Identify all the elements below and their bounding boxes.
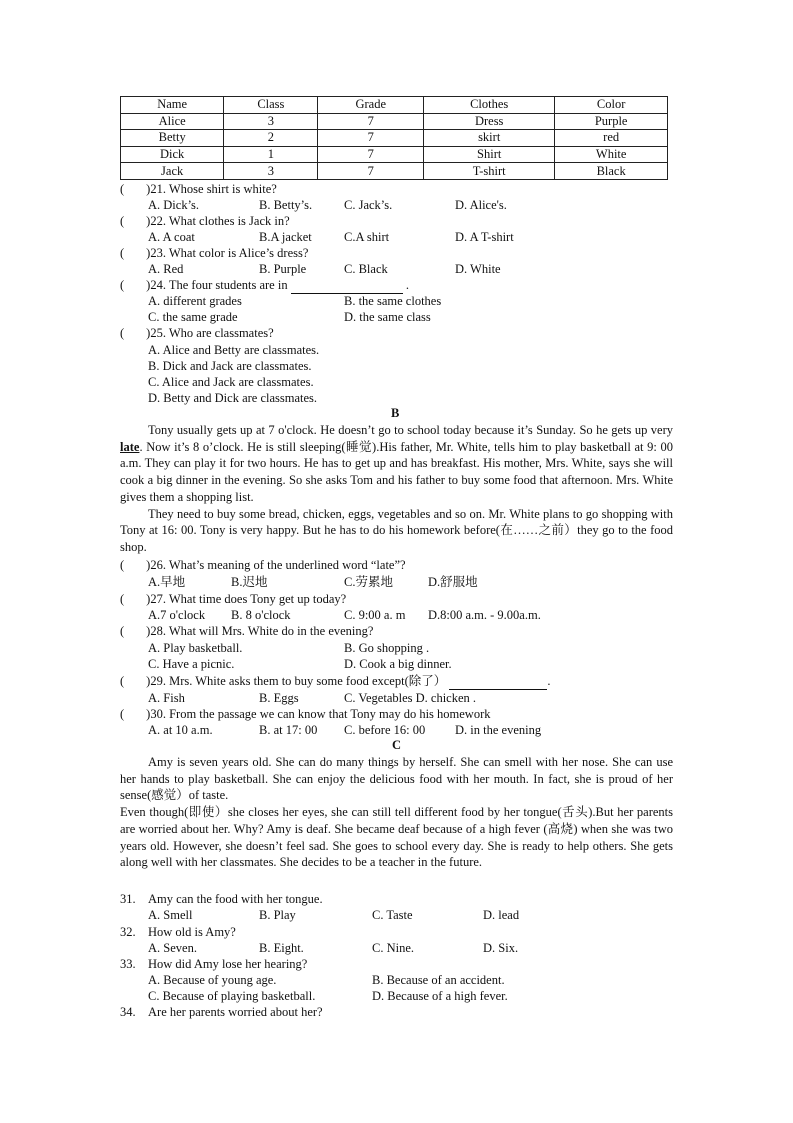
table-cell: 3: [224, 163, 318, 180]
option-c: C.A shirt: [344, 230, 390, 244]
section-c-heading: C: [392, 738, 402, 752]
option-a: A. different grades: [148, 294, 242, 308]
question-stem: )24. The four students are in: [146, 278, 288, 292]
table-cell: Purple: [555, 113, 668, 130]
answer-paren: (: [120, 558, 125, 572]
question-30: [120, 706, 491, 722]
question-34-stem: Are her parents worried about her?: [148, 1005, 323, 1019]
option-c: C. Alice and Jack are classmates.: [148, 375, 314, 389]
question-34-number: 34.: [120, 1005, 136, 1019]
answer-blank[interactable]: [449, 673, 547, 690]
table-cell: 7: [318, 130, 424, 147]
question-29: [120, 673, 551, 690]
option-a: A.7 o'clock: [148, 608, 206, 622]
passage-c: [120, 754, 673, 871]
option-d: D.舒服地: [428, 575, 478, 589]
option-a: A. Smell: [148, 908, 193, 922]
question-22: [120, 213, 290, 229]
option-d: D. Because of a high fever.: [372, 989, 508, 1003]
table-cell: T-shirt: [424, 163, 555, 180]
option-a: A. Alice and Betty are classmates.: [148, 343, 320, 357]
student-table: [120, 96, 668, 180]
question-end: .: [547, 674, 551, 688]
option-c: C. Taste: [372, 908, 413, 922]
option-b: B. Purple: [259, 262, 307, 276]
table-cell: 7: [318, 163, 424, 180]
question-end: .: [402, 278, 409, 292]
table-cell: Shirt: [424, 146, 555, 163]
option-a: A. Seven.: [148, 941, 197, 955]
option-b: B. the same clothes: [344, 294, 442, 308]
table-header-row: [121, 97, 668, 114]
table-row: [121, 146, 668, 163]
option-b: B. Dick and Jack are classmates.: [148, 359, 312, 373]
passage-text: . Now it’s 8 o’clock. He is still sleeping(睡觉).His father, Mr. White, tells him to play basketball at 9: 00 a.m. They can play it for two hours. He has to get up and has breakfast. His mother, Mrs. White, says she will cook a big dinner in the evening. So she asks Tom and his father to buy some food that afternoon. Mrs. White gives them a shopping list.: [120, 439, 673, 504]
question-33-number: 33.: [120, 957, 136, 971]
passage-b-paragraph-2: They need to buy some bread, chicken, eggs, vegetables and so on. Mr. White plans to go shopping with Tony at 16: 00. Tony is very happy. But he has to do his homework before(在……之前）they go to the food shop.: [120, 506, 673, 554]
question-31-stem: Amy can the food with her tongue.: [148, 892, 323, 906]
question-stem: )27. What time does Tony get up today?: [146, 592, 347, 606]
answer-paren: (: [120, 246, 125, 260]
question-stem: )26. What’s meaning of the underlined word “late”?: [146, 558, 406, 572]
answer-paren: (: [120, 278, 125, 292]
option-b: B. Go shopping .: [344, 641, 430, 655]
table-cell: 3: [224, 113, 318, 130]
table-cell: Betty: [121, 130, 224, 147]
question-stem: )23. What color is Alice’s dress?: [146, 246, 309, 260]
header-grade: Grade: [318, 97, 424, 114]
table-row: [121, 130, 668, 147]
question-24: [120, 277, 409, 294]
question-32-number: 32.: [120, 925, 136, 939]
option-c: C. Because of playing basketball.: [148, 989, 316, 1003]
option-b: B. Eggs: [259, 691, 299, 705]
option-d: D. White: [455, 262, 501, 276]
table-cell: Alice: [121, 113, 224, 130]
option-d: D. lead: [483, 908, 520, 922]
option-b: B. at 17: 00: [259, 723, 318, 737]
option-a: A. Dick’s.: [148, 198, 200, 212]
table-cell: White: [555, 146, 668, 163]
question-23: [120, 245, 308, 261]
table-cell: 7: [318, 146, 424, 163]
option-c: C.劳累地: [344, 575, 393, 589]
table-cell: red: [555, 130, 668, 147]
question-stem: )29. Mrs. White asks them to buy some food except(除了）: [146, 674, 447, 688]
option-d: D. in the evening: [455, 723, 542, 737]
table-cell: 1: [224, 146, 318, 163]
table-cell: Dick: [121, 146, 224, 163]
option-d: D. Alice's.: [455, 198, 507, 212]
option-a: A. Because of young age.: [148, 973, 277, 987]
option-b: B. Because of an accident.: [372, 973, 505, 987]
answer-paren: (: [120, 214, 125, 228]
passage-text: Tony usually gets up at 7 o'clock. He doesn’t go to school today because it’s Sunday. So he gets up very: [148, 423, 673, 437]
answer-blank[interactable]: [291, 277, 403, 294]
option-c: C. Black: [344, 262, 388, 276]
question-31-number: 31.: [120, 892, 136, 906]
question-33-stem: How did Amy lose her hearing?: [148, 957, 308, 971]
question-stem: )25. Who are classmates?: [146, 326, 274, 340]
option-d: D. Betty and Dick are classmates.: [148, 391, 318, 405]
option-d: D. the same class: [344, 310, 431, 324]
question-21: [120, 181, 277, 197]
option-a: A. A coat: [148, 230, 195, 244]
question-27: [120, 591, 346, 607]
option-d: D.8:00 a.m. - 9.00a.m.: [428, 608, 541, 622]
option-b: B. Eight.: [259, 941, 304, 955]
passage-c-paragraph-1: Amy is seven years old. She can do many things by herself. She can smell with her nose. She can use her hands to play basketball. She can enjoy the delicious food with her mouth. In fact, she is proud of her sense(感觉）of taste.: [120, 755, 673, 803]
option-d: D. A T-shirt: [455, 230, 514, 244]
option-c: C. the same grade: [148, 310, 238, 324]
option-b: B.A jacket: [259, 230, 312, 244]
option-c: C. Jack’s.: [344, 198, 393, 212]
passage-c-paragraph-2: Even though(即使）she closes her eyes, she can still tell different food by her tongue(舌头).But her parents are worried about her. Why? Amy is deaf. She became deaf because of a high fever (高烧) when she was two years old. However, she doesn’t feel sad. She goes to school every day. She is ready to help others. She gets along well with her classmates. She decides to be a teacher in the future.: [120, 805, 673, 870]
table-cell: Jack: [121, 163, 224, 180]
option-d: D. Six.: [483, 941, 519, 955]
question-stem: )30. From the passage we can know that Tony may do his homework: [146, 707, 491, 721]
passage-b-paragraph-1: [120, 422, 673, 506]
option-b: B. Play: [259, 908, 296, 922]
answer-paren: (: [120, 624, 125, 638]
answer-paren: (: [120, 592, 125, 606]
option-a: A.早地: [148, 575, 186, 589]
table-row: [121, 163, 668, 180]
table-cell: Black: [555, 163, 668, 180]
header-class: Class: [224, 97, 318, 114]
option-a: A. Play basketball.: [148, 641, 243, 655]
question-stem: )22. What clothes is Jack in?: [146, 214, 290, 228]
underlined-word-late: late: [120, 439, 140, 454]
question-25: [120, 325, 274, 341]
option-c: C. before 16: 00: [344, 723, 426, 737]
header-clothes: Clothes: [424, 97, 555, 114]
answer-paren: (: [120, 182, 125, 196]
option-a: A. Red: [148, 262, 184, 276]
passage-b: [120, 422, 673, 556]
option-b: B. 8 o'clock: [231, 608, 291, 622]
option-c: C. Nine.: [372, 941, 415, 955]
option-b: B.迟地: [231, 575, 268, 589]
header-name: Name: [121, 97, 224, 114]
table-cell: skirt: [424, 130, 555, 147]
question-26: [120, 557, 406, 573]
option-c-d: C. Vegetables D. chicken .: [344, 691, 477, 705]
option-c: C. Have a picnic.: [148, 657, 235, 671]
option-a: A. at 10 a.m.: [148, 723, 213, 737]
option-d: D. Cook a big dinner.: [344, 657, 452, 671]
answer-paren: (: [120, 707, 125, 721]
answer-paren: (: [120, 674, 125, 688]
table-cell: 7: [318, 113, 424, 130]
header-color: Color: [555, 97, 668, 114]
question-32-stem: How old is Amy?: [148, 925, 236, 939]
table-cell: 2: [224, 130, 318, 147]
answer-paren: (: [120, 326, 125, 340]
table-row: [121, 113, 668, 130]
option-b: B. Betty’s.: [259, 198, 313, 212]
section-b-heading: B: [391, 406, 400, 420]
option-a: A. Fish: [148, 691, 185, 705]
question-28: [120, 623, 373, 639]
question-stem: )28. What will Mrs. White do in the evening?: [146, 624, 374, 638]
option-c: C. 9:00 a. m: [344, 608, 406, 622]
question-stem: )21. Whose shirt is white?: [146, 182, 277, 196]
table-cell: Dress: [424, 113, 555, 130]
